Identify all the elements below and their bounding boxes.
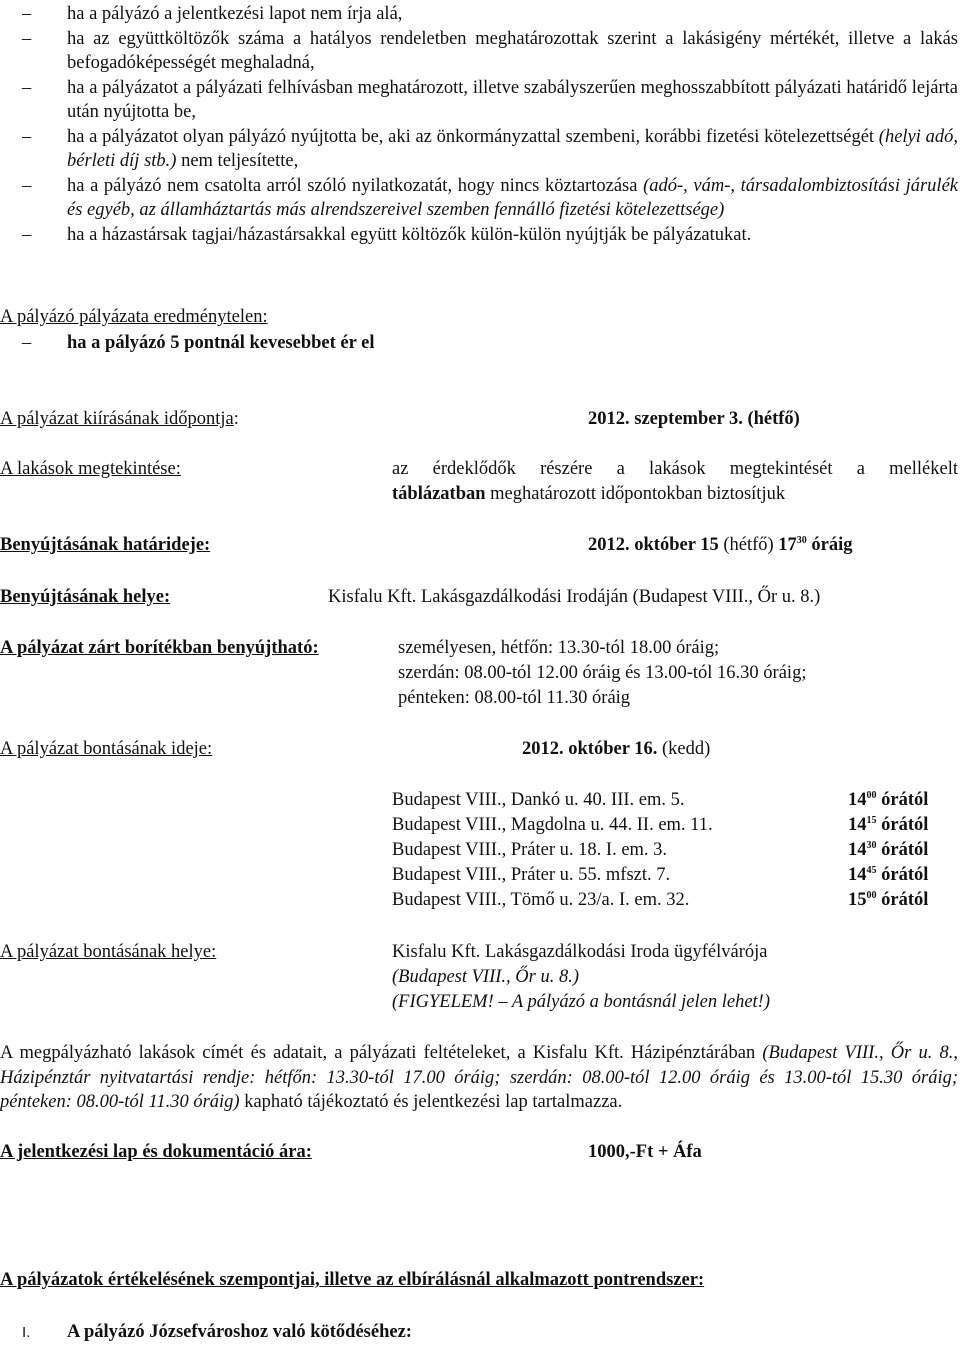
place-value: Kisfalu Kft. Lakásgazdálkodási Irodáján (Budapest VIII., Őr u. 8.) bbox=[328, 587, 821, 607]
opening-time-label: A pályázat bontásának ideje: bbox=[0, 739, 213, 759]
price-value: 1000,-Ft + Áfa bbox=[588, 1142, 702, 1162]
opening-place-label: A pályázat bontásának helye: bbox=[0, 942, 217, 962]
viewing-text: az érdeklődők részére a lakások megtekintését a mellékelt táblázatban meghatározott időpontokban biztosítjuk bbox=[392, 459, 958, 504]
dash-bullet: – bbox=[22, 333, 32, 353]
deadline-value: 2012. október 15 (hétfő) $17^{30}$ óráig bbox=[588, 535, 853, 555]
info-paragraph: A megpályázható lakások címét és adatait, a pályázati feltételeket, a Kisfalu Kft. Házipénztárában (Budapest VIII., Őr u. 8., Házipénztár nyitvatartási rendje: hétfőn: 13.30-tól 17.00 óráig; szerdán: 08.00-tól 12.00 óráig és 13.00-tól 15.30 óráig; pénteken: 08.00-tól 11.30 óráig) kapható tájékoztató és jelentkezési lap tartalmazza. bbox=[0, 1043, 959, 1112]
opening-address: Budapest VIII., Práter u. 55. mfszt. 7. bbox=[392, 865, 671, 885]
list-item: – ha az együttköltözők száma a hatályos rendeletben meghatározottak szerint a lakásigény mértékét, illetve a lakás befogadóképességét meghaladná, bbox=[0, 27, 958, 76]
place-label: Benyújtásának helye: bbox=[0, 587, 171, 607]
opening-address: Budapest VIII., Tömő u. 23/a. I. em. 32. bbox=[392, 890, 690, 910]
opening-address: Budapest VIII., Dankó u. 40. III. em. 5. bbox=[392, 790, 685, 810]
opening-address: Budapest VIII., Magdolna u. 44. II. em. 11. bbox=[392, 815, 713, 835]
list-item: – ha a pályázatot a pályázati felhívásban meghatározott, illetve szabályszerűen meghosszabbított pályázati határidő lejárta után nyújtotta be, bbox=[0, 76, 958, 125]
price-label: A jelentkezési lap és dokumentáció ára: bbox=[0, 1142, 312, 1162]
list-item: – ha a pályázó a jelentkezési lapot nem írja alá, bbox=[0, 2, 958, 27]
criteria-heading: A pályázatok értékelésének szempontjai, illetve az elbírálásnál alkalmazott pontrendszer: bbox=[0, 1270, 705, 1290]
submission-label: A pályázat zárt borítékban benyújtható: bbox=[0, 638, 319, 658]
ineligibility-conditions-list bbox=[0, 2, 958, 247]
opening-address: Budapest VIII., Práter u. 18. I. em. 3. bbox=[392, 840, 668, 860]
opening-place-notice: (FIGYELEM! – A pályázó a bontásnál jelen lehet!) bbox=[392, 992, 770, 1012]
opening-place-line-1: Kisfalu Kft. Lakásgazdálkodási Iroda ügyfélvárója bbox=[392, 942, 768, 962]
numbered-item-text: A pályázó Józsefvároshoz való kötődéséhez: bbox=[67, 1322, 412, 1342]
opening-hour: $14^{45}$ órától bbox=[848, 865, 929, 885]
opening-hour: $14^{15}$ órától bbox=[848, 815, 929, 835]
list-item: – ha a házastársak tagjai/házastársakkal együtt költözők külön-külön nyújtják be pályázatukat. bbox=[0, 223, 958, 248]
unsuccessful-heading: A pályázó pályázata eredménytelen: bbox=[0, 307, 268, 327]
opening-hour: $15^{00}$ órától bbox=[848, 890, 929, 910]
opening-place-line-2: (Budapest VIII., Őr u. 8.) bbox=[392, 967, 580, 987]
opening-time-value: 2012. október 16. (kedd) bbox=[522, 739, 711, 759]
submission-line-3: pénteken: 08.00-tól 11.30 óráig bbox=[398, 688, 631, 708]
opening-hour: $14^{30}$ órától bbox=[848, 840, 929, 860]
viewing-label: A lakások megtekintése: bbox=[0, 459, 181, 479]
list-item: – ha a pályázatot olyan pályázó nyújtotta be, aki az önkormányzattal szembeni, korábbi fizetési kötelezettségét (helyi adó, bérleti díj stb.) nem teljesítette, bbox=[0, 125, 958, 174]
announce-label: A pályázat kiírásának időpontja: bbox=[0, 409, 239, 429]
opening-hour: $14^{00}$ órától bbox=[848, 790, 929, 810]
announce-value: 2012. szeptember 3. (hétfő) bbox=[588, 409, 800, 429]
deadline-label: Benyújtásának határideje: bbox=[0, 535, 211, 555]
list-item: – ha a pályázó nem csatolta arról szóló nyilatkozatát, hogy nincs köztartozása (adó-, vám-, társadalombiztosítási járulék és egyéb, az államháztartás más alrendszereivel szemben fennálló fizetési kötelezettsége) bbox=[0, 174, 958, 223]
submission-line-1: személyesen, hétfőn: 13.30-tól 18.00 óráig; bbox=[398, 638, 720, 658]
submission-line-2: szerdán: 08.00-tól 12.00 óráig és 13.00-tól 16.30 óráig; bbox=[398, 663, 807, 683]
unsuccessful-item: ha a pályázó 5 pontnál kevesebbet ér el bbox=[67, 333, 375, 353]
numbered-item-number: I. bbox=[22, 1324, 31, 1341]
